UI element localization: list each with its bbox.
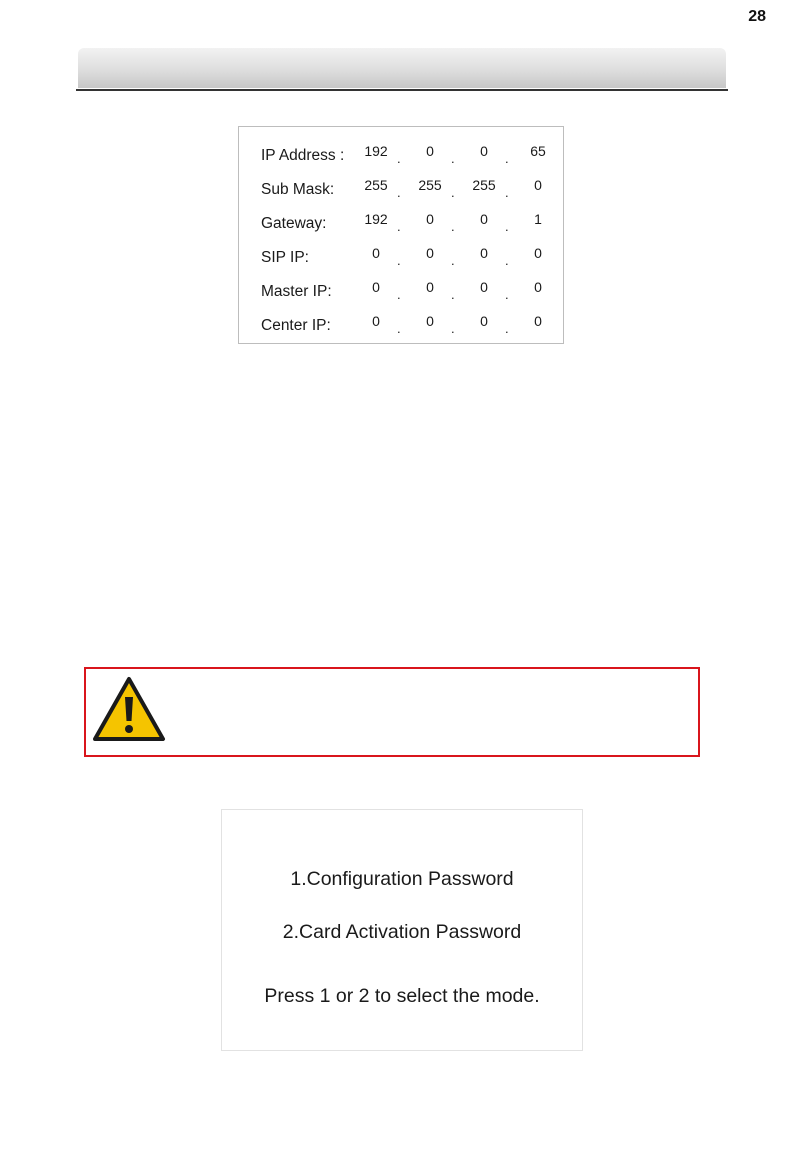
sub-mask-row — [239, 177, 563, 201]
sip-ip-octet-2[interactable]: 0 — [426, 245, 434, 261]
octet-separator: . — [397, 321, 401, 336]
gateway-octet-4[interactable]: 1 — [534, 211, 542, 227]
ip-address-row — [239, 143, 563, 167]
center-ip-octet-3[interactable]: 0 — [480, 313, 488, 329]
configuration-password-option[interactable]: 1.Configuration Password — [290, 868, 514, 890]
header-bar — [78, 48, 726, 88]
octet-separator: . — [451, 219, 455, 234]
master-ip-octet-2[interactable]: 0 — [426, 279, 434, 295]
octet-separator: . — [505, 151, 509, 166]
ip-address-octet-4[interactable]: 65 — [530, 143, 546, 159]
center-ip-row — [239, 313, 563, 337]
ip-address-label: IP Address : — [261, 147, 345, 164]
sub-mask-octet-3[interactable]: 255 — [472, 177, 496, 193]
center-ip-label: Center IP: — [261, 317, 331, 334]
gateway-octet-3[interactable]: 0 — [480, 211, 488, 227]
octet-separator: . — [505, 219, 509, 234]
gateway-label: Gateway: — [261, 215, 327, 232]
octet-separator: . — [451, 253, 455, 268]
octet-separator: . — [397, 185, 401, 200]
sip-ip-octet-3[interactable]: 0 — [480, 245, 488, 261]
master-ip-label: Master IP: — [261, 283, 332, 300]
sip-ip-row — [239, 245, 563, 269]
gateway-octet-1[interactable]: 192 — [364, 211, 388, 227]
page-number: 28 — [748, 8, 766, 25]
gateway-row — [239, 211, 563, 235]
warning-icon — [92, 675, 166, 743]
mode-select-prompt: Press 1 or 2 to select the mode. — [264, 985, 540, 1007]
center-ip-octet-1[interactable]: 0 — [372, 313, 380, 329]
master-ip-octet-3[interactable]: 0 — [480, 279, 488, 295]
card-activation-password-option[interactable]: 2.Card Activation Password — [282, 921, 522, 943]
center-ip-octet-2[interactable]: 0 — [426, 313, 434, 329]
octet-separator: . — [451, 287, 455, 302]
octet-separator: . — [505, 321, 509, 336]
octet-separator: . — [505, 253, 509, 268]
sub-mask-octet-1[interactable]: 255 — [364, 177, 388, 193]
master-ip-row — [239, 279, 563, 303]
sip-ip-octet-4[interactable]: 0 — [534, 245, 542, 261]
sip-ip-label: SIP IP: — [261, 249, 309, 266]
ip-settings-screen — [238, 126, 564, 344]
ip-address-octet-3[interactable]: 0 — [480, 143, 488, 159]
octet-separator: . — [397, 219, 401, 234]
master-ip-octet-1[interactable]: 0 — [372, 279, 380, 295]
sub-mask-octet-4[interactable]: 0 — [534, 177, 542, 193]
octet-separator: . — [505, 185, 509, 200]
header-divider — [76, 89, 728, 91]
master-ip-octet-4[interactable]: 0 — [534, 279, 542, 295]
sub-mask-octet-2[interactable]: 255 — [418, 177, 442, 193]
ip-address-octet-1[interactable]: 192 — [364, 143, 388, 159]
octet-separator: . — [451, 151, 455, 166]
octet-separator: . — [451, 321, 455, 336]
sip-ip-octet-1[interactable]: 0 — [372, 245, 380, 261]
password-mode-screen — [221, 809, 583, 1051]
ip-address-octet-2[interactable]: 0 — [426, 143, 434, 159]
octet-separator: . — [451, 185, 455, 200]
octet-separator: . — [505, 287, 509, 302]
gateway-octet-2[interactable]: 0 — [426, 211, 434, 227]
sub-mask-label: Sub Mask: — [261, 181, 335, 198]
octet-separator: . — [397, 151, 401, 166]
octet-separator: . — [397, 287, 401, 302]
warning-note-box — [84, 667, 700, 757]
center-ip-octet-4[interactable]: 0 — [534, 313, 542, 329]
octet-separator: . — [397, 253, 401, 268]
